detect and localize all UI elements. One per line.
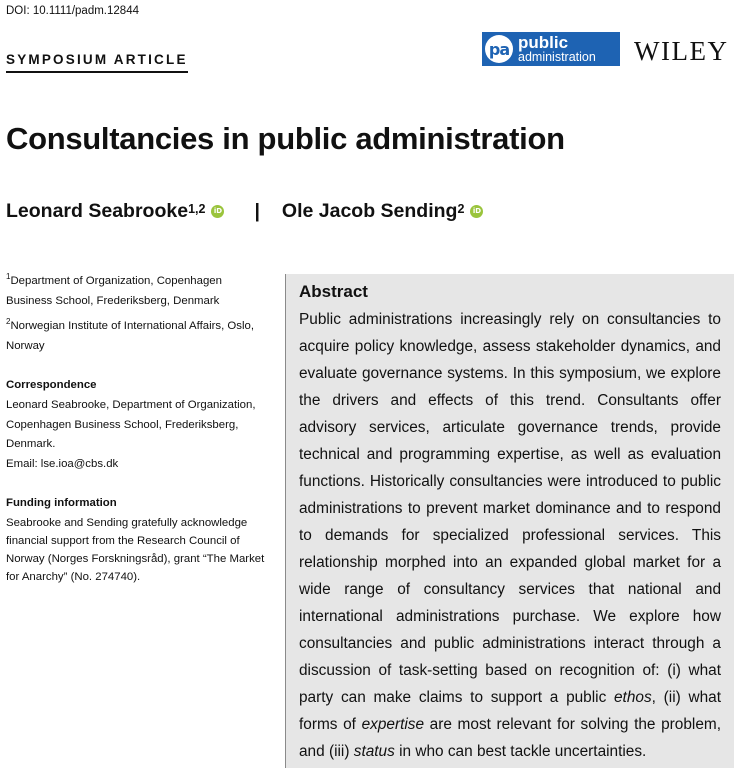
affiliation-mark: 2 bbox=[6, 317, 11, 327]
funding-heading: Funding information bbox=[6, 497, 117, 510]
abstract-emphasis: status bbox=[353, 743, 395, 760]
journal-logo bbox=[482, 32, 620, 66]
correspondence-heading: Correspondence bbox=[6, 379, 97, 392]
article-info-column bbox=[6, 272, 268, 586]
author-list: Leonard Seabrooke $^{1,2}$ iD | Ole Jacob Sending $^2$ iD bbox=[6, 200, 483, 223]
publisher-logo: WILEY bbox=[634, 36, 729, 66]
correspondence-email[interactable]: Email: lse.ioa@cbs.dk bbox=[6, 457, 119, 470]
abstract-heading: Abstract bbox=[299, 282, 368, 301]
abstract-text-part: , (ii) what forms of bbox=[299, 689, 721, 733]
article-type-label: SYMPOSIUM ARTICLE bbox=[6, 52, 188, 73]
abstract-box bbox=[285, 274, 734, 768]
journal-logo-line1: public bbox=[518, 33, 569, 53]
author-name[interactable]: Leonard Seabrooke bbox=[6, 200, 189, 222]
abstract-text bbox=[299, 306, 721, 765]
affiliation-text: Norwegian Institute of International Affairs, Oslo, Norway bbox=[6, 320, 255, 352]
orcid-icon[interactable]: iD bbox=[470, 205, 483, 218]
funding-text: Seabrooke and Sending gratefully acknowledge financial support from the Research Council of Norway (Norges Forskningsråd), grant “The Market for Anarchy” (No. 274740). bbox=[6, 516, 265, 583]
orcid-icon[interactable]: iD bbox=[211, 205, 224, 218]
doi-line: DOI: 10.1111/padm.12844 bbox=[6, 5, 139, 17]
article-title: Consultancies in public administration bbox=[6, 121, 565, 156]
abstract-text-part: are most relevant for solving the problem, and (iii) bbox=[299, 716, 721, 760]
affiliation-mark: 1 bbox=[6, 272, 11, 282]
journal-logo-line2: administration bbox=[518, 50, 596, 65]
author-separator: | bbox=[254, 200, 260, 222]
abstract-emphasis: ethos bbox=[614, 689, 652, 706]
affiliation bbox=[6, 317, 268, 356]
affiliation-text: Department of Organization, Copenhagen Business School, Frederiksberg, Denmark bbox=[6, 275, 222, 307]
journal-logo-initials: pa bbox=[485, 35, 513, 63]
abstract-text-part: in who can best tackle uncertainties. bbox=[394, 743, 647, 760]
affiliation bbox=[6, 272, 268, 311]
abstract-text-part: Public administrations increasingly rely on consultancies to acquire policy knowledge, assess stakeholder dynamics, and evaluate governance systems. In this symposium, we explore the drivers and effects of this trend. Consultants offer advisory services, articulate governance trends, provide technical and programming expertise, as well as evaluation functions. Historically consultancies were introduced to public administrations to prevent market dominance and to respond to demands for specialized professional services. This relationship morphed into an expanded global market for a wide range of consultancy services that national and international administrations purchase. We explore how consultancies and public administrations interact through a discussion of task-setting based on recognition of: (i) what party can make claims to support a public bbox=[299, 311, 721, 706]
correspondence-text: Leonard Seabrooke, Department of Organization, Copenhagen Business School, Frederiksberg, Denmark. bbox=[6, 398, 256, 451]
abstract-emphasis: expertise bbox=[361, 716, 425, 733]
author-name[interactable]: Ole Jacob Sending bbox=[281, 200, 458, 222]
